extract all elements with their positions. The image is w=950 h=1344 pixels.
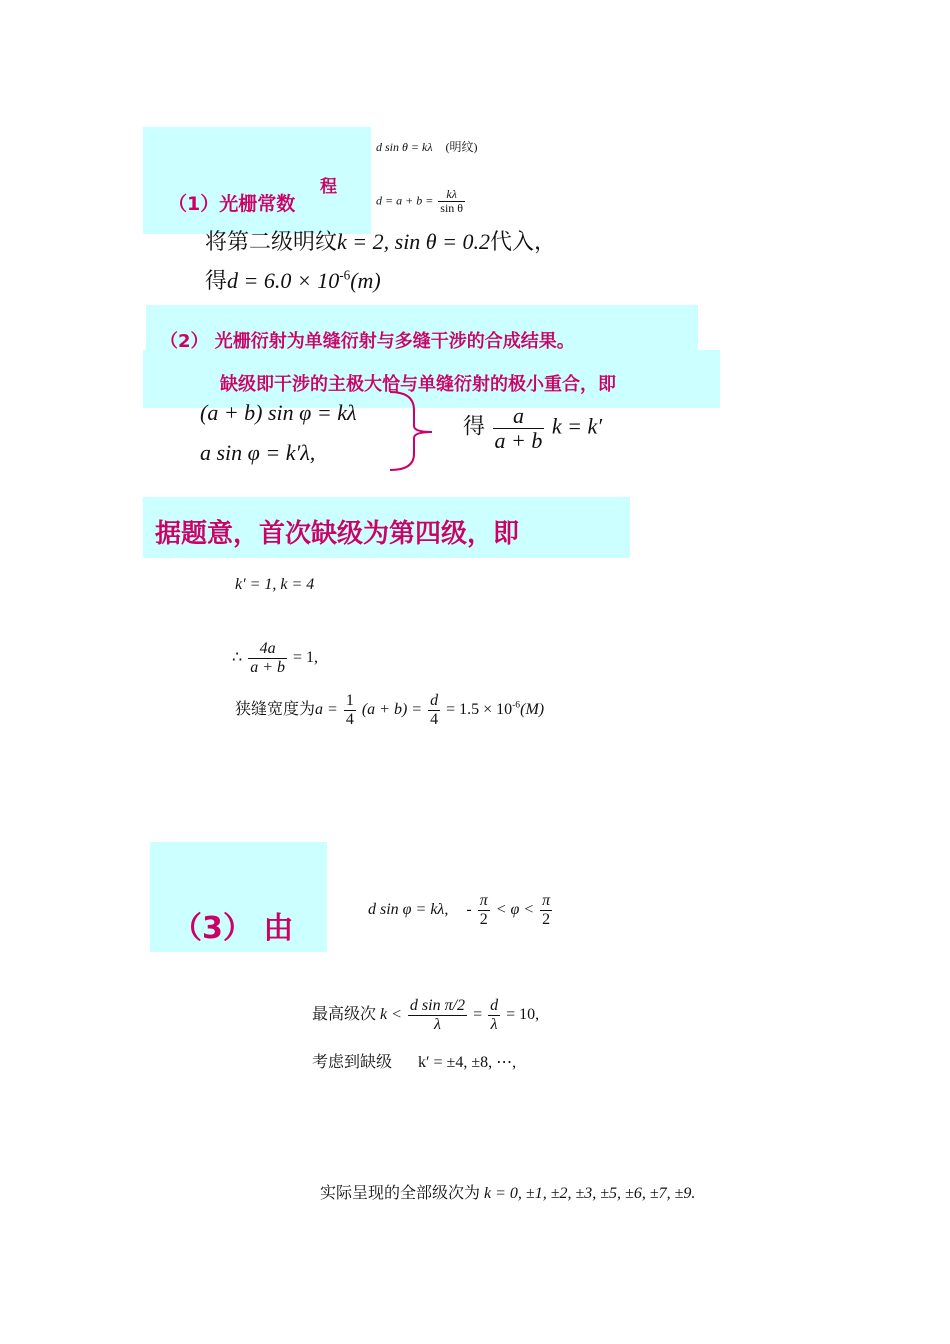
missing-order-condition: 得 $\frac{a}{a + b}$ k = k′ (463, 403, 603, 454)
part2-note: 据题意，首次缺级为第四级，即 (155, 519, 520, 549)
part1-result: 得$d = 6.0 \times 10^{-6}(m)$ (205, 267, 381, 293)
part1-substitution: 将第二级明纹k = 2, sin θ = 0.2代入， (205, 229, 556, 254)
part3-equation: d sin φ = kλ, - $\frac{\pi}{2}$ < φ < $\frac{\pi}{2}$ (368, 892, 551, 928)
grating-equation: d sin θ = kλ (明纹) (376, 140, 478, 154)
grating-constant-formula: d = a + b = $\frac{k\lambda}{\text{sin θ}}$ (376, 187, 464, 216)
therefore-equation: ∴ $\frac{4a}{a + b}$ = 1, (232, 640, 319, 676)
part2-subheading: 缺级即干涉的主极大恰与单缝衍射的极小重合，即 (220, 374, 616, 395)
missing-orders-line: 考虑到缺级 k′ = ±4, ±8, ⋯, (312, 1054, 517, 1071)
final-orders-line: 实际呈现的全部级次为 k = 0, ±1, ±2, ±3, ±5, ±6, ±7, ±9. (320, 1185, 696, 1202)
single-slit-minimum-equation: a sin φ = k′λ, (200, 440, 316, 465)
part2-heading: （2） 光栅衍射为单缝衍射与多缝干涉的合成结果。 (160, 331, 575, 352)
k-values: k′ = 1, k = 4 (235, 576, 315, 593)
part1-heading: （1）光栅常数 (168, 193, 296, 215)
part1-small-char: 程 (320, 177, 337, 197)
slit-width-result: 狭缝宽度为a = $\frac{1}{4}$ (a + b) = $\frac{d}{4}$ = $1.5 \times 10^{-6}(M)$ (235, 692, 545, 728)
max-order-line: 最高级次 k < $\frac{\text{d sin π/2}}{\lambda}$ = $\frac{d}{\lambda}$ = 10, (312, 997, 540, 1033)
part3-heading: （3） 由 (172, 911, 294, 946)
brace-icon (370, 388, 460, 474)
main-maximum-equation: (a + b) sin φ = kλ (200, 400, 357, 425)
